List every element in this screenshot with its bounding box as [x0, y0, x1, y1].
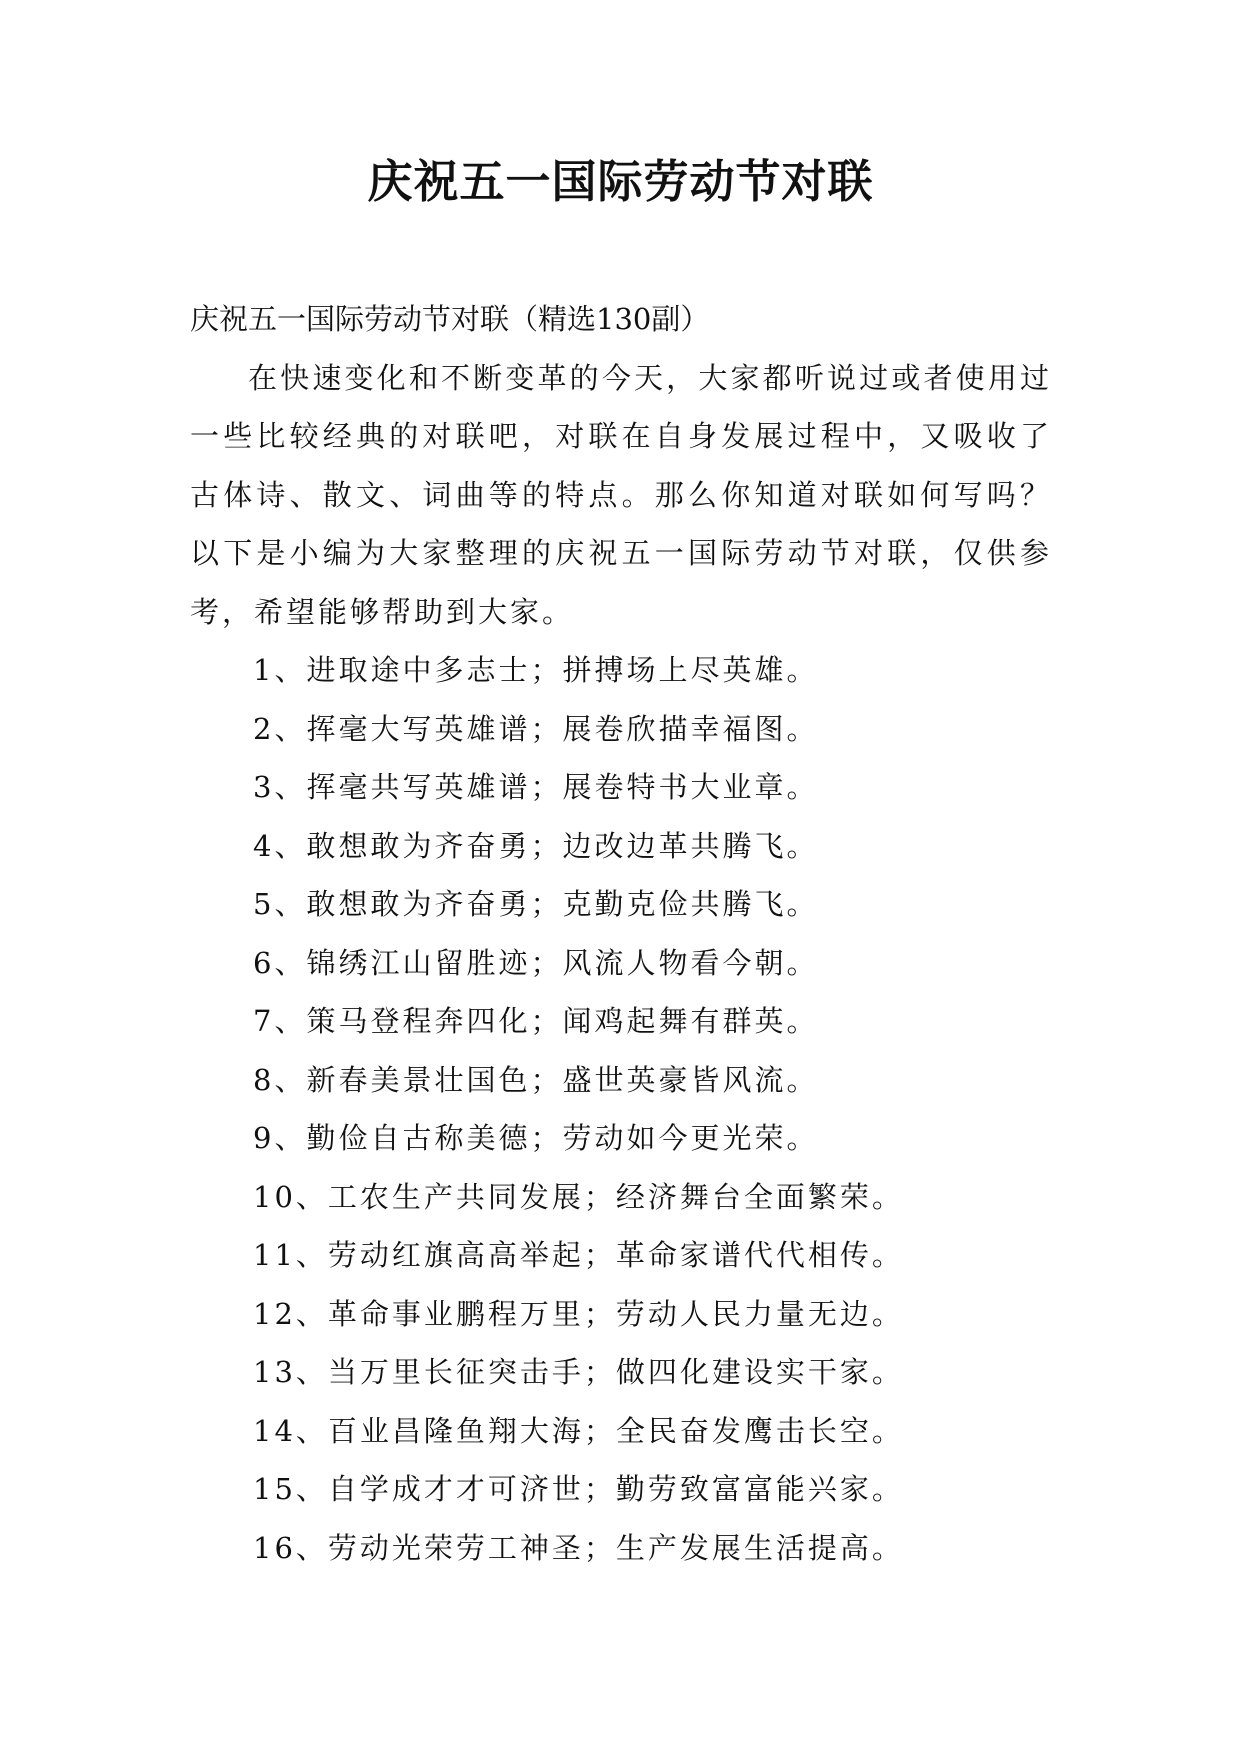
couplet-list — [190, 641, 1052, 1577]
couplet-item: 13、当万里长征突击手；做四化建设实干家。 — [253, 1355, 904, 1389]
intro-paragraph: 在快速变化和不断变革的今天，大家都听说过或者使用过一些比较经典的对联吧，对联在自身发展过程中，又吸收了古体诗、散文、词曲等的特点。那么你知道对联如何写吗？以下是小编为大家整理的庆祝五一国际劳动节对联，仅供参考，希望能够帮助到大家。 — [190, 360, 1052, 629]
couplet-item: 8、新春美景壮国色；盛世英豪皆风流。 — [253, 1062, 819, 1097]
couplet-item: 10、工农生产共同发展；经济舞台全面繁荣。 — [253, 1179, 904, 1214]
couplet-item: 14、百业昌隆鱼翔大海；全民奋发鹰击长空。 — [253, 1413, 904, 1448]
couplet-item: 11、劳动红旗高高举起；革命家谱代代相传。 — [253, 1238, 904, 1272]
couplet-item: 9、勤俭自古称美德；劳动如今更光荣。 — [253, 1121, 819, 1155]
document-title: 庆祝五一国际劳动节对联 — [367, 155, 874, 208]
couplet-item: 1、进取途中多志士；拼搏场上尽英雄。 — [253, 653, 819, 687]
couplet-item: 4、敢想敢为齐奋勇；边改边革共腾飞。 — [253, 828, 819, 863]
couplet-item: 3、挥毫共写英雄谱；展卷特书大业章。 — [253, 770, 819, 804]
couplet-item: 12、革命事业鹏程万里；劳动人民力量无边。 — [253, 1296, 904, 1331]
couplet-item: 2、挥毫大写英雄谱；展卷欣描幸福图。 — [253, 711, 819, 746]
couplet-item: 6、锦绣江山留胜迹；风流人物看今朝。 — [253, 945, 819, 980]
couplet-item: 15、自学成才才可济世；勤劳致富富能兴家。 — [253, 1472, 904, 1506]
couplet-item: 16、劳动光荣劳工神圣；生产发展生活提高。 — [253, 1530, 904, 1565]
couplet-item: 7、策马登程奔四化；闻鸡起舞有群英。 — [253, 1004, 819, 1038]
couplet-item: 5、敢想敢为齐奋勇；克勤克俭共腾飞。 — [253, 887, 819, 921]
document-body — [190, 290, 1052, 1577]
document-subtitle: 庆祝五一国际劳动节对联（精选130副） — [190, 302, 710, 336]
